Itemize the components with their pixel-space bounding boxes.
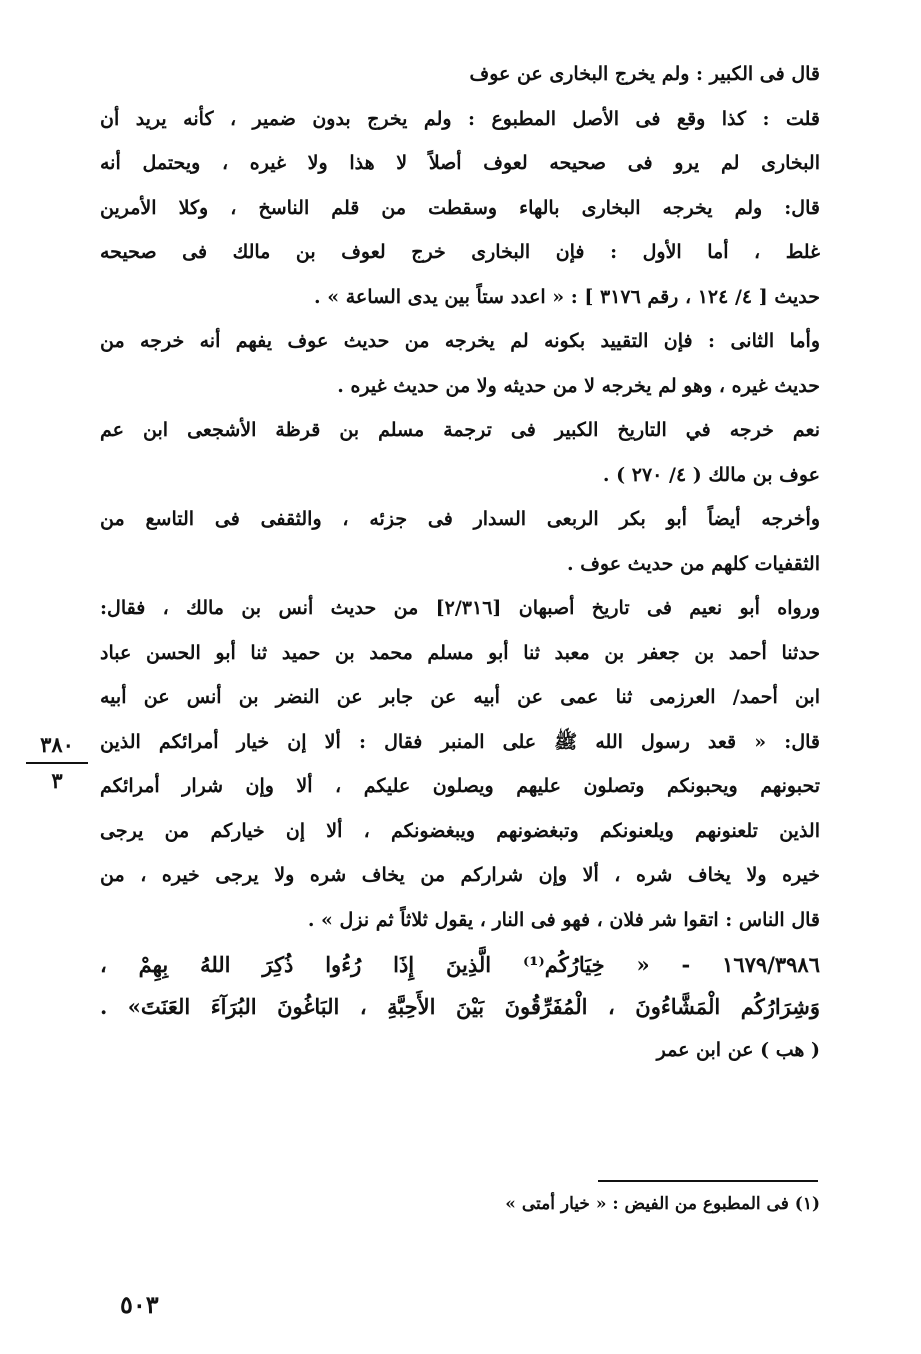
hadith-line: وَشِرَارُكُم الْمَشَّاءُونَ ، الْمُفَرِّقُونَ بَيْنَ الأَحِبَّةِ ، البَاغُونَ البُرَآءَ العَنَتَ» . <box>100 994 820 1019</box>
text-line: وأخرجه أيضاً أبو بكر الربعى السدار فى جزئه ، والثقفى فى التاسع من <box>100 508 820 530</box>
text-line: الذين تلعنونهم ويلعنونكم وتبغضونهم ويبغضونكم ، ألا إن خياركم من يرجى <box>100 819 820 842</box>
text-line: عوف بن مالك ( ٤/ ٢٧٠ ) . <box>602 463 820 486</box>
text-line: الثقفيات كلهم من حديث عوف . <box>566 552 820 575</box>
hadith-line: ١٦٧٩/٣٩٨٦ - « خِيَارُكُم⁽¹⁾ الَّذِينَ إِذَا رُءُوا ذُكِرَ اللهُ بِهِمْ ، <box>100 952 820 977</box>
text-line: خيره ولا يخاف شره ، ألا وإن شراركم من يخاف شره ولا يرجى خيره ، من <box>100 864 820 886</box>
text-line: حديث غيره ، وهو لم يخرجه لا من حديثه ولا من حديث غيره . <box>337 374 820 397</box>
main-text <box>100 52 820 1073</box>
text-line: غلط ، أما الأول : فإن البخارى خرج لعوف بن مالك فى صحيحه <box>100 241 820 263</box>
page-number: ٥٠٣ <box>120 1290 159 1319</box>
text-line: البخارى لم يرو فى صحيحه لعوف أصلاً لا هذا ولا غيره ، ويحتمل أنه <box>100 152 820 174</box>
text-line: حديث [ ٤/ ١٢٤ ، رقم ٣١٧٦ ] : « اعدد ستاً بين يدى الساعة » . <box>314 285 820 308</box>
footnote-rule <box>598 1180 818 1182</box>
margin-reference-top: ٣٨٠ <box>40 732 74 757</box>
text-line: قال الناس : اتقوا شر فلان ، فهو فى النار ، يقول ثلاثاً ثم نزل » . <box>307 908 820 931</box>
margin-reference-bottom: ٣ <box>51 768 63 793</box>
text-line: قلت : كذا وقع فى الأصل المطبوع : ولم يخرج بدون ضمير ، كأنه يريد أن <box>100 107 820 130</box>
text-line: قال: ولم يخرجه البخارى بالهاء وسقطت من قلم الناسخ ، وكلا الأمرين <box>100 196 820 219</box>
text-line: ورواه أبو نعيم فى تاريخ أصبهان [٢/٣١٦] من حديث أنس بن مالك ، فقال: <box>100 597 820 619</box>
margin-reference <box>22 730 92 796</box>
text-line: ابن أحمد/ العرزمى ثنا عمى عن أبيه عن جابر عن النضر بن أنس عن أبيه <box>100 686 820 708</box>
hadith-source: ( هب ) عن ابن عمر <box>656 1039 820 1061</box>
text-line: تحبونهم ويحبونكم وتصلون عليهم ويصلون عليكم ، ألا وإن شرار أمرائكم <box>100 775 820 797</box>
margin-reference-rule <box>26 762 88 764</box>
text-line: قال: « قعد رسول الله ﷺ على المنبر فقال : ألا إن خيار أمرائكم الذين <box>100 730 820 753</box>
text-line: وأما الثانى : فإن التقييد بكونه لم يخرجه من حديث عوف يفهم أنه خرجه من <box>100 330 820 352</box>
footnote: (١) فى المطبوع من الفيض : « خيار أمتى » <box>505 1194 820 1214</box>
text-line: نعم خرجه في التاريخ الكبير فى ترجمة مسلم بن قرظة الأشجعى ابن عم <box>100 419 820 441</box>
text-line: حدثنا أحمد بن جعفر بن معبد ثنا أبو مسلم محمد بن حميد ثنا أبو الحسن عباد <box>100 641 820 664</box>
text-line: قال فى الكبير : ولم يخرج البخارى عن عوف <box>469 63 820 85</box>
